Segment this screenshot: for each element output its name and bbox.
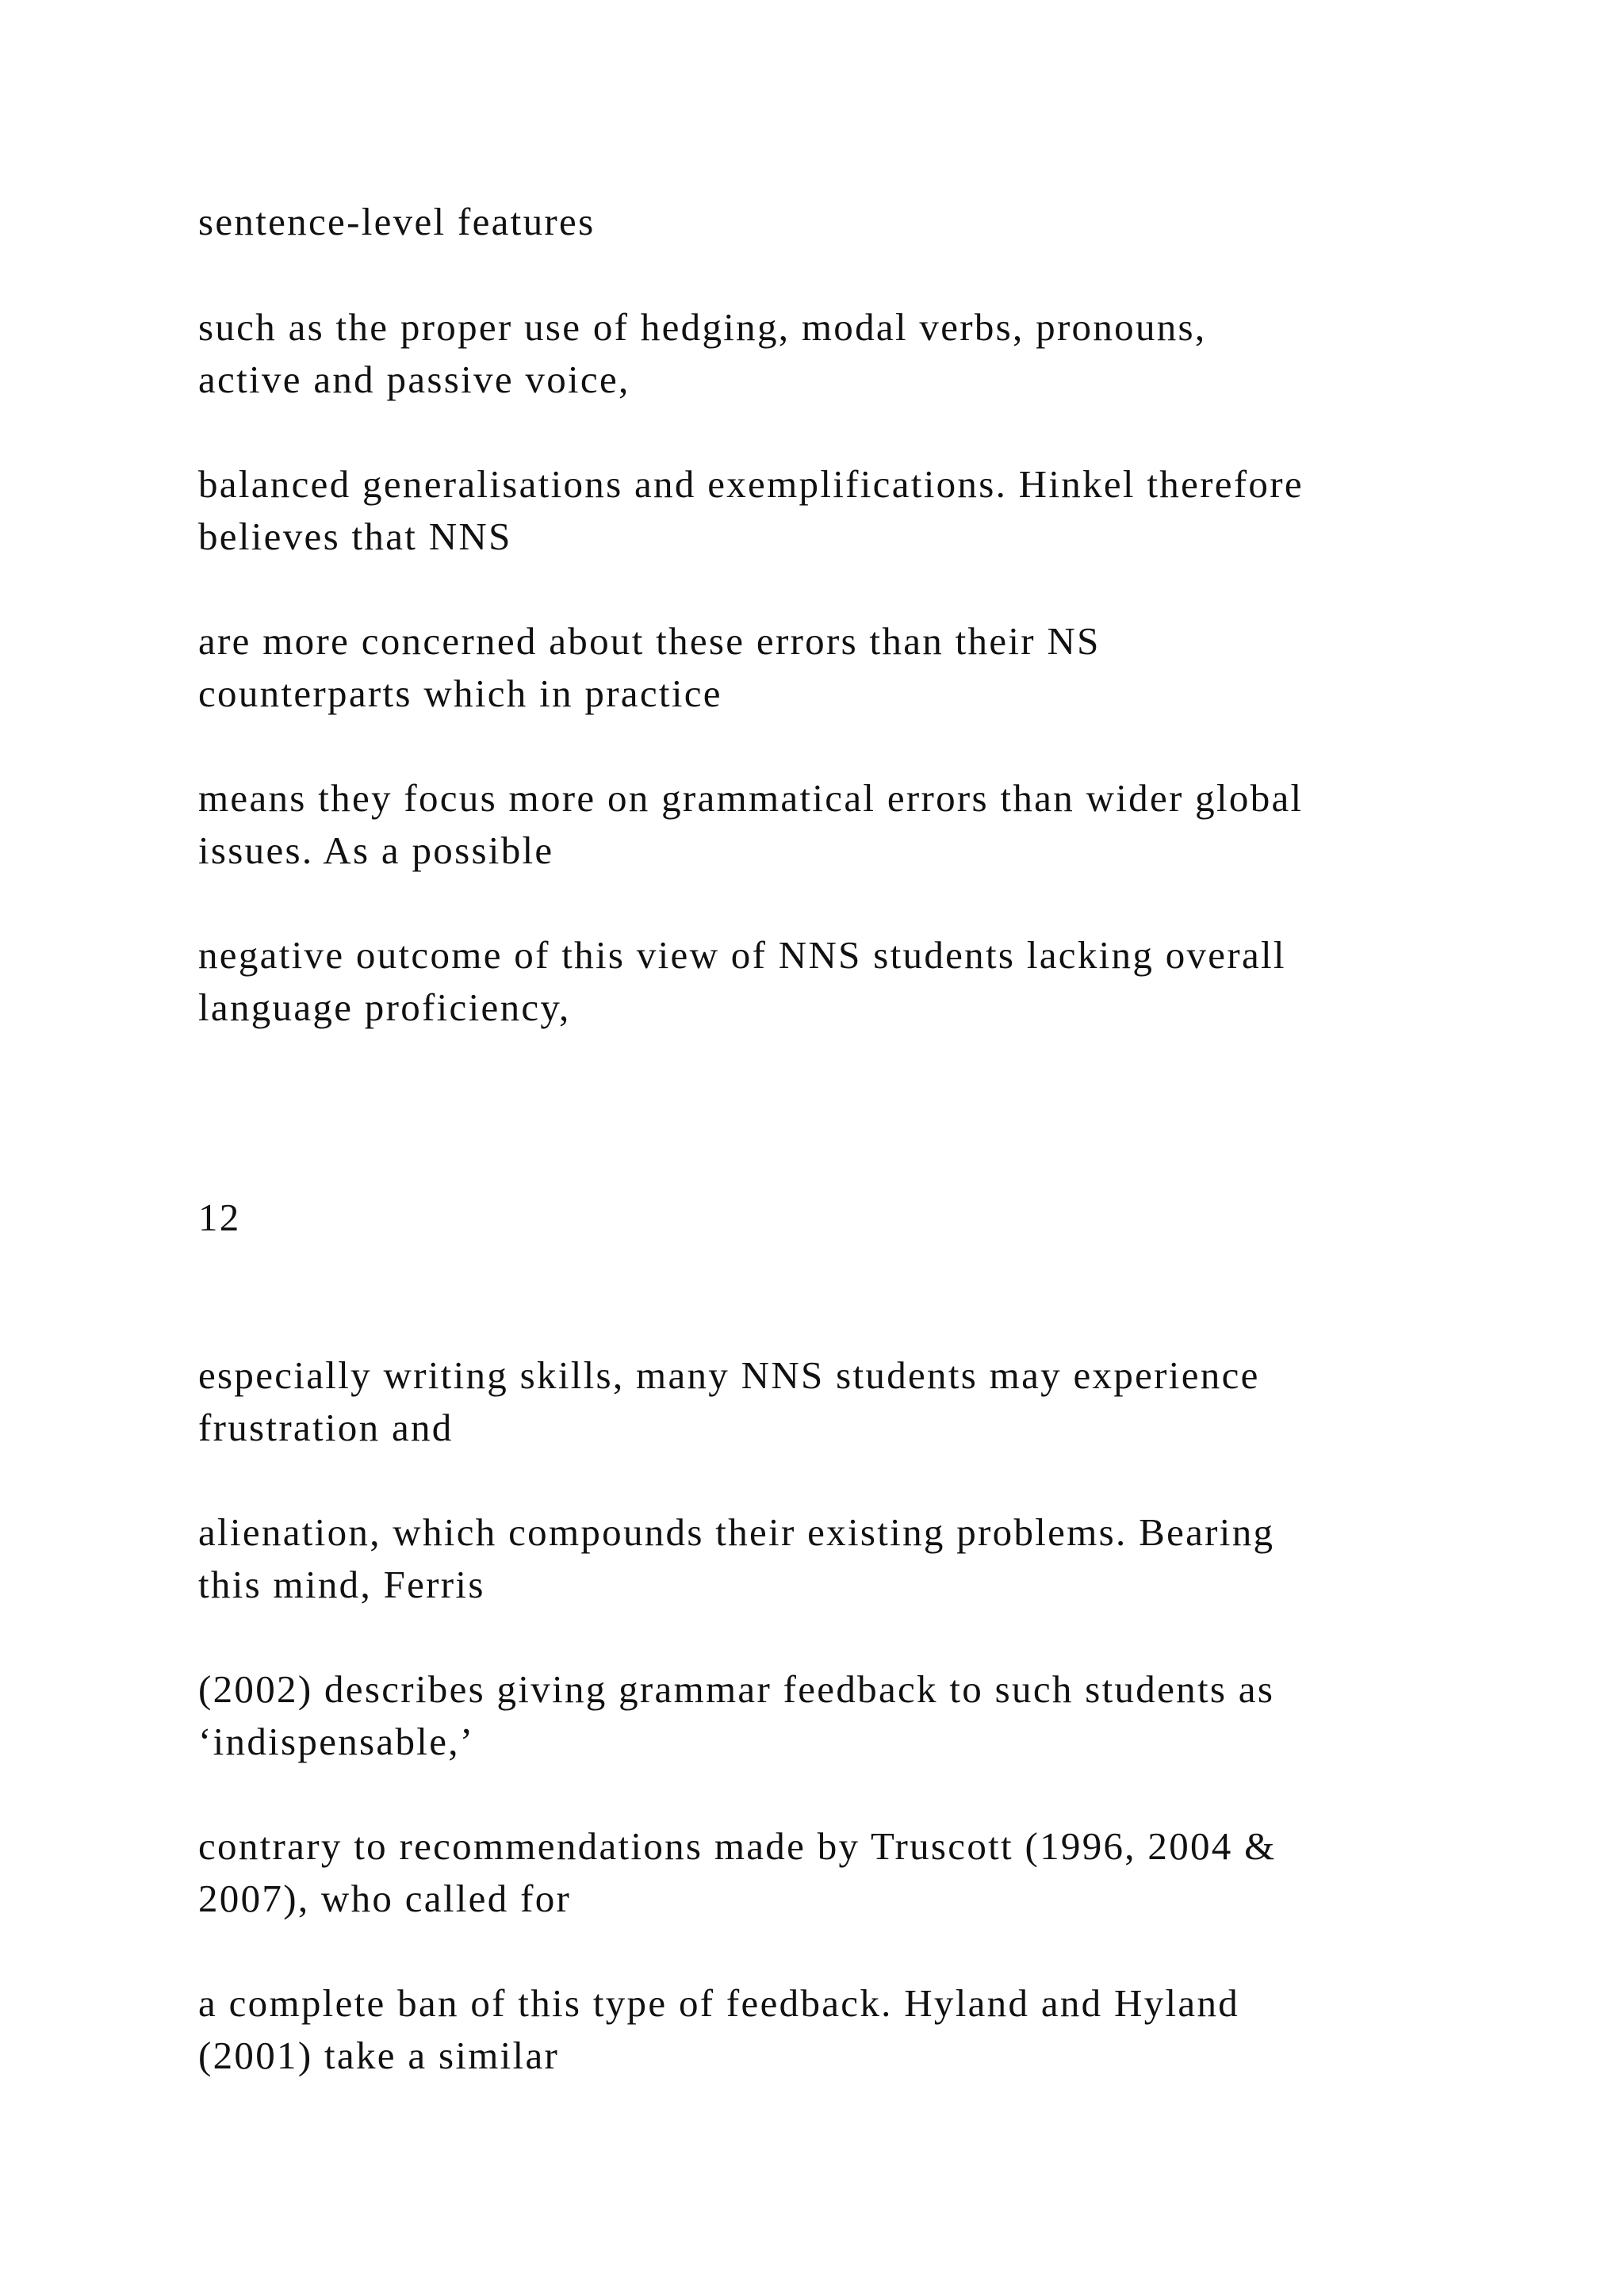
text-line: (2002) describes giving grammar feedback to such students as [198,1667,1275,1711]
paragraph-4 [198,615,1483,720]
paragraph-10 [198,1820,1483,1925]
paragraph-2 [198,301,1483,406]
text-line: counterparts which in practice [198,672,722,715]
text-line: active and passive voice, [198,358,630,401]
text-line: language proficiency, [198,985,571,1029]
text-line: 2007), who called for [198,1877,572,1920]
text-line: (2001) take a similar [198,2034,560,2077]
text-line: alienation, which compounds their existing problems. Bearing [198,1510,1275,1554]
paragraph-9 [198,1663,1483,1768]
text-line: 12 [198,1196,241,1239]
text-line: such as the proper use of hedging, modal verbs, pronouns, [198,305,1207,349]
text-line: issues. As a possible [198,828,554,872]
text-line: negative outcome of this view of NNS students lacking overall [198,933,1286,977]
paragraph-11 [198,1977,1483,2082]
page-number [198,1192,1483,1244]
text-line: especially writing skills, many NNS students may experience [198,1353,1260,1397]
paragraph-3 [198,458,1483,563]
paragraph-7 [198,1349,1483,1454]
text-line: sentence-level features [198,200,596,243]
text-line: contrary to recommendations made by Truscott (1996, 2004 & [198,1824,1277,1868]
text-line: ‘indispensable,’ [198,1720,475,1763]
paragraph-6 [198,929,1483,1034]
text-line: means they focus more on grammatical errors than wider global [198,776,1304,820]
paragraph-5 [198,772,1483,877]
text-line: this mind, Ferris [198,1563,485,1606]
text-line: believes that NNS [198,515,512,558]
paragraph-8 [198,1506,1483,1611]
paragraph-1 [198,196,1483,248]
text-line: balanced generalisations and exemplifications. Hinkel therefore [198,462,1304,506]
text-line: are more concerned about these errors than their NS [198,619,1101,663]
text-line: frustration and [198,1406,454,1449]
text-line: a complete ban of this type of feedback. Hyland and Hyland [198,1981,1240,2025]
